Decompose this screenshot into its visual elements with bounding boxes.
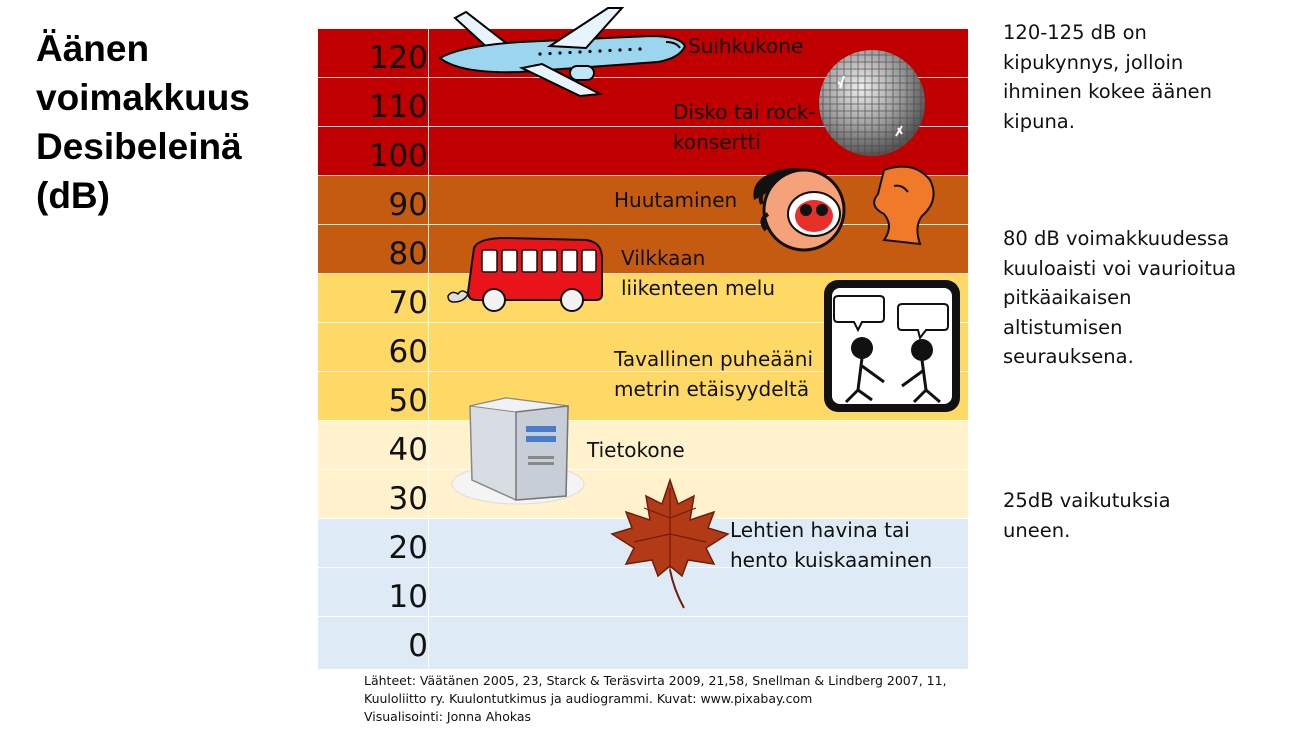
source-label-line: Huutaminen (614, 188, 738, 212)
tick-label: 110 (368, 89, 428, 125)
source-label-jet (688, 31, 803, 61)
note-line: altistumisen (1003, 315, 1123, 339)
note-line: 25dB vaikutuksia (1003, 489, 1171, 512)
note-sleep-effects (1003, 486, 1171, 545)
page-title (36, 24, 250, 220)
note-line: seurauksena. (1003, 345, 1134, 368)
tick-label: 120 (368, 40, 428, 76)
source-label-line: Tietokone (587, 438, 685, 462)
note-line: 80 dB voimakkuudessa (1003, 227, 1230, 250)
source-label-line: Suihkukone (688, 34, 804, 58)
source-label-line: Lehtien havina tai (730, 518, 910, 542)
note-line: pitkäaikaisen (1003, 286, 1132, 309)
source-label-line: Tavallinen puheääni (614, 347, 814, 371)
source-label-line: konsertti (673, 130, 761, 154)
tick-label: 10 (388, 579, 428, 615)
tick-label: 90 (388, 187, 428, 223)
tick-label: 100 (368, 138, 428, 174)
tick-label: 60 (388, 334, 428, 370)
note-line: kipuna. (1003, 109, 1075, 133)
credits-line: Kuuloliitto ry. Kuulontutkimus ja audiogrammi. Kuvat: www.pixabay.com (364, 691, 813, 706)
credits-line: Visualisointi: Jonna Ahokas (364, 709, 532, 724)
note-line: 120-125 dB on (1003, 21, 1147, 44)
source-label-computer (587, 435, 685, 465)
note-hearing-damage (1003, 224, 1236, 372)
title-line: (dB) (36, 175, 110, 216)
source-label-concert (673, 97, 816, 157)
title-line: voimakkuus (36, 77, 250, 118)
note-line: kipukynnys, jolloin (1003, 50, 1184, 74)
source-label-line: liikenteen melu (621, 276, 776, 300)
source-label-line: metrin etäisyydeltä (614, 377, 810, 401)
note-pain-threshold (1003, 18, 1212, 136)
source-label-traffic (621, 243, 775, 303)
tick-label: 0 (408, 628, 428, 664)
source-label-shouting (614, 185, 737, 215)
computer-tower-icon (448, 396, 598, 506)
tick-label: 20 (388, 530, 428, 566)
source-label-line: Disko tai rock- (673, 100, 816, 124)
bus-icon (446, 234, 606, 314)
title-line: Desibeleinä (36, 126, 242, 167)
note-line: ihminen kokee äänen (1003, 80, 1213, 103)
note-line: kuuloaisti voi vaurioitua (1003, 256, 1237, 280)
tick-label: 70 (388, 285, 428, 321)
conversation-icon (822, 278, 962, 414)
source-label-line: Vilkkaan (621, 246, 706, 270)
tick-label: 50 (388, 383, 428, 419)
tick-label: 30 (388, 481, 428, 517)
tick-label: 80 (388, 236, 428, 272)
tick-label: 40 (388, 432, 428, 468)
credits-line: Lähteet: Väätänen 2005, 23, Starck & Teräsvirta 2009, 21,58, Snellman & Lindberg 2007, 11, (364, 673, 947, 688)
maple-leaf-icon (610, 478, 730, 612)
source-credits (364, 672, 947, 726)
axis-divider (428, 29, 429, 669)
note-line: uneen. (1003, 518, 1071, 542)
airplane-icon (430, 2, 690, 102)
shouting-face-icon (744, 160, 944, 254)
title-line: Äänen (36, 28, 150, 69)
source-label-line: hento kuiskaaminen (730, 548, 933, 572)
source-label-leaves (730, 515, 932, 575)
disco-ball-icon (816, 48, 928, 158)
source-label-speech (614, 344, 813, 404)
